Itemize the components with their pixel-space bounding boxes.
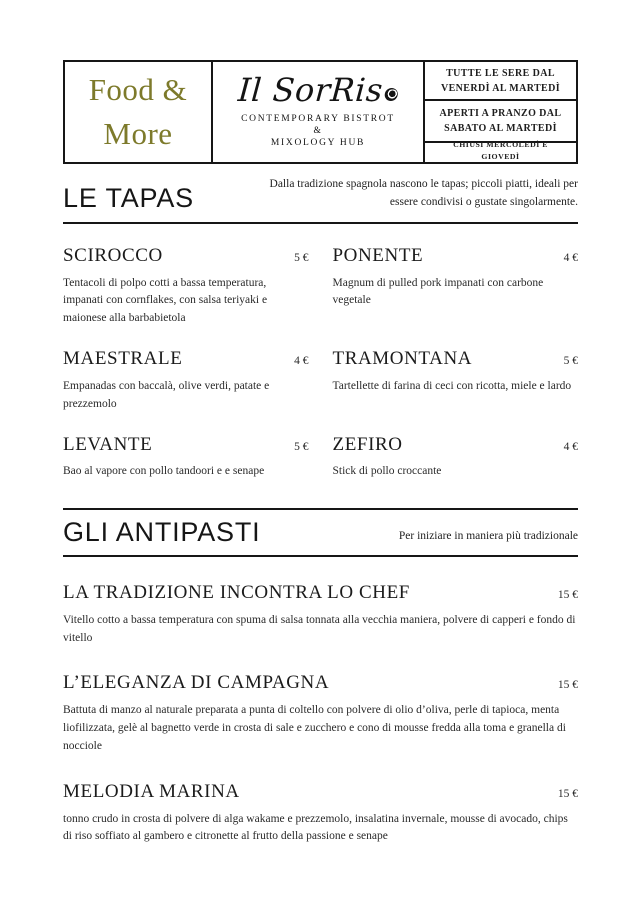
section-gli-antipasti (63, 508, 578, 846)
item-name: LEVANTE (63, 433, 153, 455)
menu-item (63, 349, 309, 414)
schedule-row-closed: CHIUSI MERCOLEDÌ E GIOVEDÌ (453, 140, 548, 161)
item-name: SCIROCCO (63, 244, 163, 266)
item-description: Battuta di manzo al naturale preparata a punta di coltello con polvere di olio d’oliva, perle di tapioca, menta liofilizzata, gelè al bagnetto verde in crosta di sale e zucchero e cono di mousse fredda alla toma e granella di nocciole (63, 704, 566, 752)
item-name: PONENTE (332, 244, 424, 266)
section-title-gli-antipasti: GLI ANTIPASTI (63, 517, 261, 548)
menu-item (333, 435, 579, 482)
item-description: Empanadas con baccalà, olive verdi, patate e prezzemolo (63, 379, 270, 410)
item-description: Stick di pollo croccante (332, 465, 442, 478)
item-name: MAESTRALE (63, 347, 183, 369)
menu-item (63, 435, 309, 482)
section-subtitle-le-tapas: Dalla tradizione spagnola nascono le tapas; piccoli piatti, ideali per essere condivisi o gustate singolarmente. (269, 178, 578, 208)
brand-cell (211, 62, 425, 162)
schedule-row-evenings: TUTTE LE SERE DAL VENERDÌ AL MARTEDÌ (425, 62, 576, 101)
menu-item (63, 583, 578, 648)
badge-line-1: Food & (88, 72, 188, 107)
item-description: Tentacoli di polpo cotti a bassa temperatura, impanati con cornflakes, con salsa teriyaki e maionese alla barbabietola (63, 276, 268, 325)
item-price: 4 € (563, 251, 578, 264)
logo-dot-icon (384, 88, 398, 101)
brand-logo-text: Il SorRis (236, 71, 385, 110)
item-price: 5 € (294, 251, 309, 264)
item-name: TRAMONTANA (332, 347, 473, 369)
brand-logo (216, 71, 420, 110)
section-title-le-tapas: LE TAPAS (63, 182, 194, 213)
section-le-tapas-header (63, 176, 578, 224)
item-description: Bao al vapore con pollo tandoori e e senape (63, 465, 265, 478)
menu-item (333, 349, 579, 414)
brand-subtitle-1: CONTEMPORARY BISTROT (241, 113, 395, 124)
item-price: 15 € (557, 787, 578, 800)
schedule-cell (425, 62, 576, 162)
menu-item (63, 246, 309, 328)
item-name: MELODIA MARINA (63, 780, 240, 802)
brand-subtitle-2: MIXOLOGY HUB (270, 137, 366, 148)
item-price: 4 € (294, 354, 309, 367)
brand-ampersand: & (313, 125, 323, 136)
item-price: 15 € (557, 679, 578, 692)
schedule-row-lunch: APERTI A PRANZO DAL SABATO AL MARTEDÌ (425, 101, 576, 143)
item-name: L’ELEGANZA DI CAMPAGNA (63, 672, 330, 694)
menu-header (63, 60, 578, 164)
item-price: 15 € (557, 588, 578, 601)
item-description: Magnum di pulled pork impanati con carbone vegetale (332, 276, 544, 307)
item-name: LA TRADIZIONE INCONTRA LO CHEF (63, 581, 410, 603)
menu-item (63, 673, 578, 755)
item-name: ZEFIRO (332, 433, 403, 455)
item-description: Vitello cotto a bassa temperatura con spuma di salsa tonnata alla vecchia maniera, polvere di capperi e fondo di vitello (63, 613, 576, 644)
item-description: tonno crudo in crosta di polvere di alga wakame e prezzemolo, insalatina invernale, mousse di avocado, chips di riso soffiato al gambero e citronette al frutto della passione e senape (63, 812, 568, 843)
item-price: 5 € (563, 354, 578, 367)
brand-badge (65, 62, 211, 162)
tapas-grid (63, 246, 578, 482)
item-price: 4 € (563, 440, 578, 453)
menu-item (63, 782, 578, 847)
section-gli-antipasti-header (63, 518, 578, 557)
item-price: 5 € (294, 440, 309, 453)
section-subtitle-gli-antipasti: Per iniziare in maniera più tradizionale (398, 530, 578, 543)
menu-item (333, 246, 579, 328)
badge-line-2: More (103, 116, 173, 152)
item-description: Tartellette di farina di ceci con ricotta, miele e lardo (332, 379, 572, 392)
